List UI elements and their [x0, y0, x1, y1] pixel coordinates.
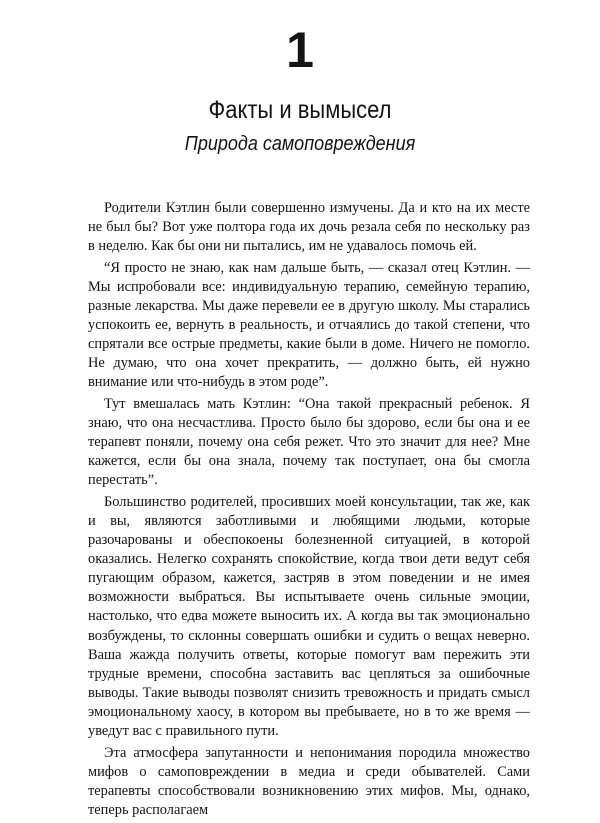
chapter-number: 1: [286, 22, 314, 78]
paragraph: Большинство родителей, просивших моей консультации, так же, как и вы, являются заботливыми и любящими людьми, которые разочарованы и обеспокоены болезненной ситуацией, в которой оказались. Нелегко сохранять спокойствие, когда твои дети ведут себя пугающим образом, кажется, застряв в этом поведении и не имея возможности выбраться. Вы испытываете очень сильные эмоции, настолько, что едва можете выносить их. А когда вы так эмоционально возбуждены, то склонны совершать ошибки и судить о вещах неверно. Ваша жажда получить ответы, которые помогут вам пережить эти трудные времени, способна заставить вас цепляться за ошибочные выводы. Такие выводы позволят снизить тревожность и придать смысл эмоциональному хаосу, в котором вы пребываете, но в то же время — уведут вас с правильного пути.: [88, 493, 530, 740]
chapter-subtitle: Природа самоповреждения: [184, 133, 416, 155]
paragraph: “Я просто не знаю, как нам дальше быть, — сказал отец Кэтлин. — Мы испробовали все: индивидуальную терапию, семейную терапию, разные лекарства. Мы даже перевели ее в другую школу. Мы старались успокоить ее, вернуть в реальность, и отчаялись до такой степени, что спрятали все острые предметы, какие были в доме. Ничего не помогло. Не думаю, что она хочет прекратить, — должно быть, ей нужно внимание или что-нибудь в этом роде”.: [88, 259, 530, 391]
paragraph: Эта атмосфера запутанности и непонимания породила множество мифов о самоповреждении в медиа и среди обывателей. Сами терапевты способствовали возникновению этих мифов. Мы, однако, теперь располагаем: [88, 744, 530, 818]
paragraph: Тут вмешалась мать Кэтлин: “Она такой прекрасный ребенок. Я знаю, что она несчастлива. Просто было бы здорово, если бы она и ее терапевт поняли, почему она себя режет. Что это значит для нее? Мне кажется, если бы она знала, почему так поступает, она бы смогла перестать”.: [88, 395, 530, 489]
paragraph: Родители Кэтлин были совершенно измучены. Да и кто на их месте не был бы? Вот уже полтора года их дочь резала себя по нескольку раз в неделю. Как бы они ни пытались, им не удавалось помочь ей.: [88, 200, 530, 255]
body-text: [88, 199, 530, 823]
chapter-title: Факты и вымысел: [208, 96, 392, 124]
